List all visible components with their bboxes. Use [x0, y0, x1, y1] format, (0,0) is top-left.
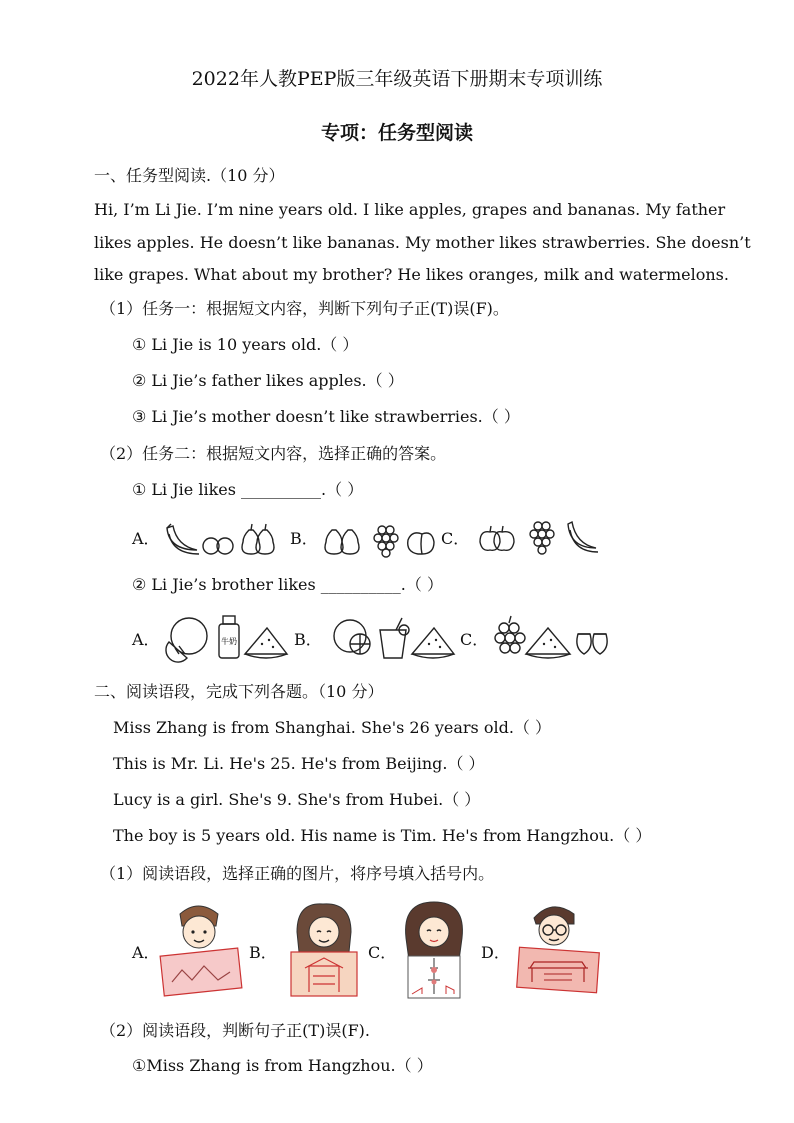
orange-icon	[166, 618, 207, 662]
option-label-a: A．	[132, 630, 160, 649]
peach-icon	[408, 533, 434, 554]
task2-question-1: ① Li Jie likes __________.（ ）	[132, 480, 364, 499]
grapes-icon	[495, 616, 525, 653]
watermelon-icon	[412, 628, 454, 658]
boy-hangzhou-picture	[158, 900, 244, 1000]
pic-option-label-c: C．	[368, 943, 397, 962]
page-title: 2022年人教PEP版三年级英语下册期末专项训练	[191, 68, 603, 90]
passage-line: Hi, I’m Li Jie. I’m nine years old. I like apples, grapes and bananas. My father	[94, 200, 726, 219]
passage-line: likes apples. He doesn’t like bananas. My mother likes strawberries. She doesn’t	[94, 233, 751, 252]
passage-line: Lucy is a girl. She's 9. She's from Hubei.（ ）	[113, 790, 481, 809]
orange-icon	[203, 538, 233, 554]
part2-task2-question-1: ①Miss Zhang is from Hangzhou.（ ）	[132, 1056, 433, 1075]
part2-heading: 二、阅读语段，完成下列各题。（10 分）	[94, 682, 384, 701]
part1-heading: 一、任务型阅读.（10 分）	[94, 166, 285, 185]
option-label-b: B．	[290, 529, 318, 548]
part2-task1-heading: （1）阅读语段，选择正确的图片，将序号填入括号内。	[100, 864, 495, 883]
woman-shanghai-picture	[396, 898, 472, 1004]
task1-item: ② Li Jie’s father likes apples.（ ）	[132, 371, 404, 390]
passage-line: like grapes. What about my brother? He likes oranges, milk and watermelons.	[94, 265, 729, 284]
girl-hubei-picture	[283, 902, 365, 1002]
option-b-foods	[330, 614, 454, 666]
option-a-foods	[165, 614, 285, 666]
banana-icon	[167, 524, 199, 554]
juice-icon	[380, 618, 409, 658]
pear-icon	[325, 530, 359, 554]
man-beijing-picture	[514, 898, 600, 1002]
part2-task2-heading: （2）阅读语段，判断句子正(T)误(F).	[100, 1021, 371, 1040]
watermelon-icon	[245, 628, 287, 658]
task1-heading: （1）任务一：根据短文内容，判断下列句子正(T)误(F)。	[100, 299, 509, 318]
task1-item: ③ Li Jie’s mother doesn’t like strawberries.（ ）	[132, 407, 520, 426]
pic-option-label-a: A．	[132, 943, 160, 962]
option-a-fruits	[163, 520, 293, 562]
page-subtitle: 专项：任务型阅读	[320, 122, 473, 144]
passage-line: Miss Zhang is from Shanghai. She's 26 years old.（ ）	[113, 718, 551, 737]
milk-label: 牛奶	[221, 637, 237, 646]
option-c-foods	[494, 614, 618, 666]
option-c-fruits	[478, 518, 602, 562]
passage-line: This is Mr. Li. He's 25. He's from Beijing.（ ）	[113, 754, 485, 773]
milk-bottle-icon	[219, 616, 239, 658]
banana-icon	[568, 522, 598, 552]
option-label-a: A．	[132, 529, 160, 548]
task1-item: ① Li Jie is 10 years old.（ ）	[132, 335, 359, 354]
grapes-icon	[530, 522, 554, 554]
option-label-c: C．	[441, 529, 470, 548]
option-label-b: B．	[294, 630, 322, 649]
option-label-c: C．	[460, 630, 489, 649]
pic-option-label-b: B．	[249, 943, 277, 962]
passage-line: The boy is 5 years old. His name is Tim. He's from Hangzhou.（ ）	[113, 826, 652, 845]
task2-question-2: ② Li Jie’s brother likes __________.（ ）	[132, 575, 443, 594]
grapes-icon	[374, 526, 398, 557]
pic-option-label-d: D．	[481, 943, 510, 962]
task2-heading: （2）任务二：根据短文内容，选择正确的答案。	[100, 444, 447, 463]
strawberry-icon	[577, 634, 607, 654]
option-b-fruits	[322, 520, 442, 562]
orange-icon	[334, 620, 370, 654]
pear-icon	[242, 524, 274, 554]
watermelon-icon	[526, 628, 570, 658]
apple-icon	[480, 526, 514, 550]
